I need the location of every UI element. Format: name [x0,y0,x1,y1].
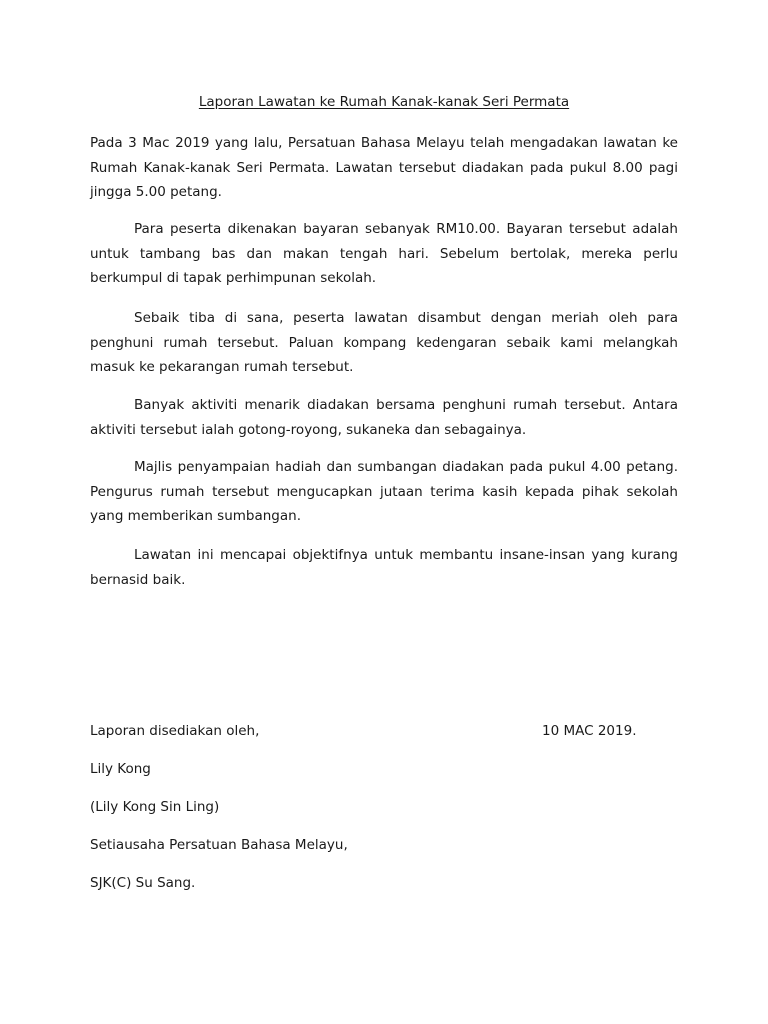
signatory-name: Lily Kong [90,761,151,777]
school-name: SJK(C) Su Sang. [90,875,196,891]
paragraph-3: Sebaik tiba di sana, peserta lawatan disambut dengan meriah oleh para penghuni rumah tersebut. Paluan kompang kedengaran sebaik kami melangkah masuk ke pekarangan rumah tersebut. [90,310,678,375]
signatory-position: Setiausaha Persatuan Bahasa Melayu, [90,837,348,853]
paragraph-2: Para peserta dikenakan bayaran sebanyak RM10.00. Bayaran tersebut adalah untuk tambang bas dan makan tengah hari. Sebelum bertolak, mereka perlu berkumpul di tapak perhimpunan sekolah. [90,221,678,286]
signatory-full-name: (Lily Kong Sin Ling) [90,799,220,815]
paragraph-1: Pada 3 Mac 2019 yang lalu, Persatuan Bahasa Melayu telah mengadakan lawatan ke Rumah Kanak-kanak Seri Permata. Lawatan tersebut diadakan pada pukul 8.00 pagi jingga 5.00 petang. [90,135,678,200]
report-title: Laporan Lawatan ke Rumah Kanak-kanak Seri Permata [198,94,570,110]
prepared-by-label: Laporan disediakan oleh, [90,723,260,739]
paragraph-5: Majlis penyampaian hadiah dan sumbangan diadakan pada pukul 4.00 petang. Pengurus rumah tersebut mengucapkan jutaan terima kasih kepada pihak sekolah yang memberikan sumbangan. [90,459,678,524]
paragraph-4: Banyak aktiviti menarik diadakan bersama penghuni rumah tersebut. Antara aktiviti tersebut ialah gotong-royong, sukaneka dan sebagainya. [90,397,678,438]
report-date: 10 MAC 2019. [542,723,637,739]
document-page [90,0,678,1024]
paragraph-6: Lawatan ini mencapai objektifnya untuk membantu insane-insan yang kurang bernasid baik. [90,547,678,588]
